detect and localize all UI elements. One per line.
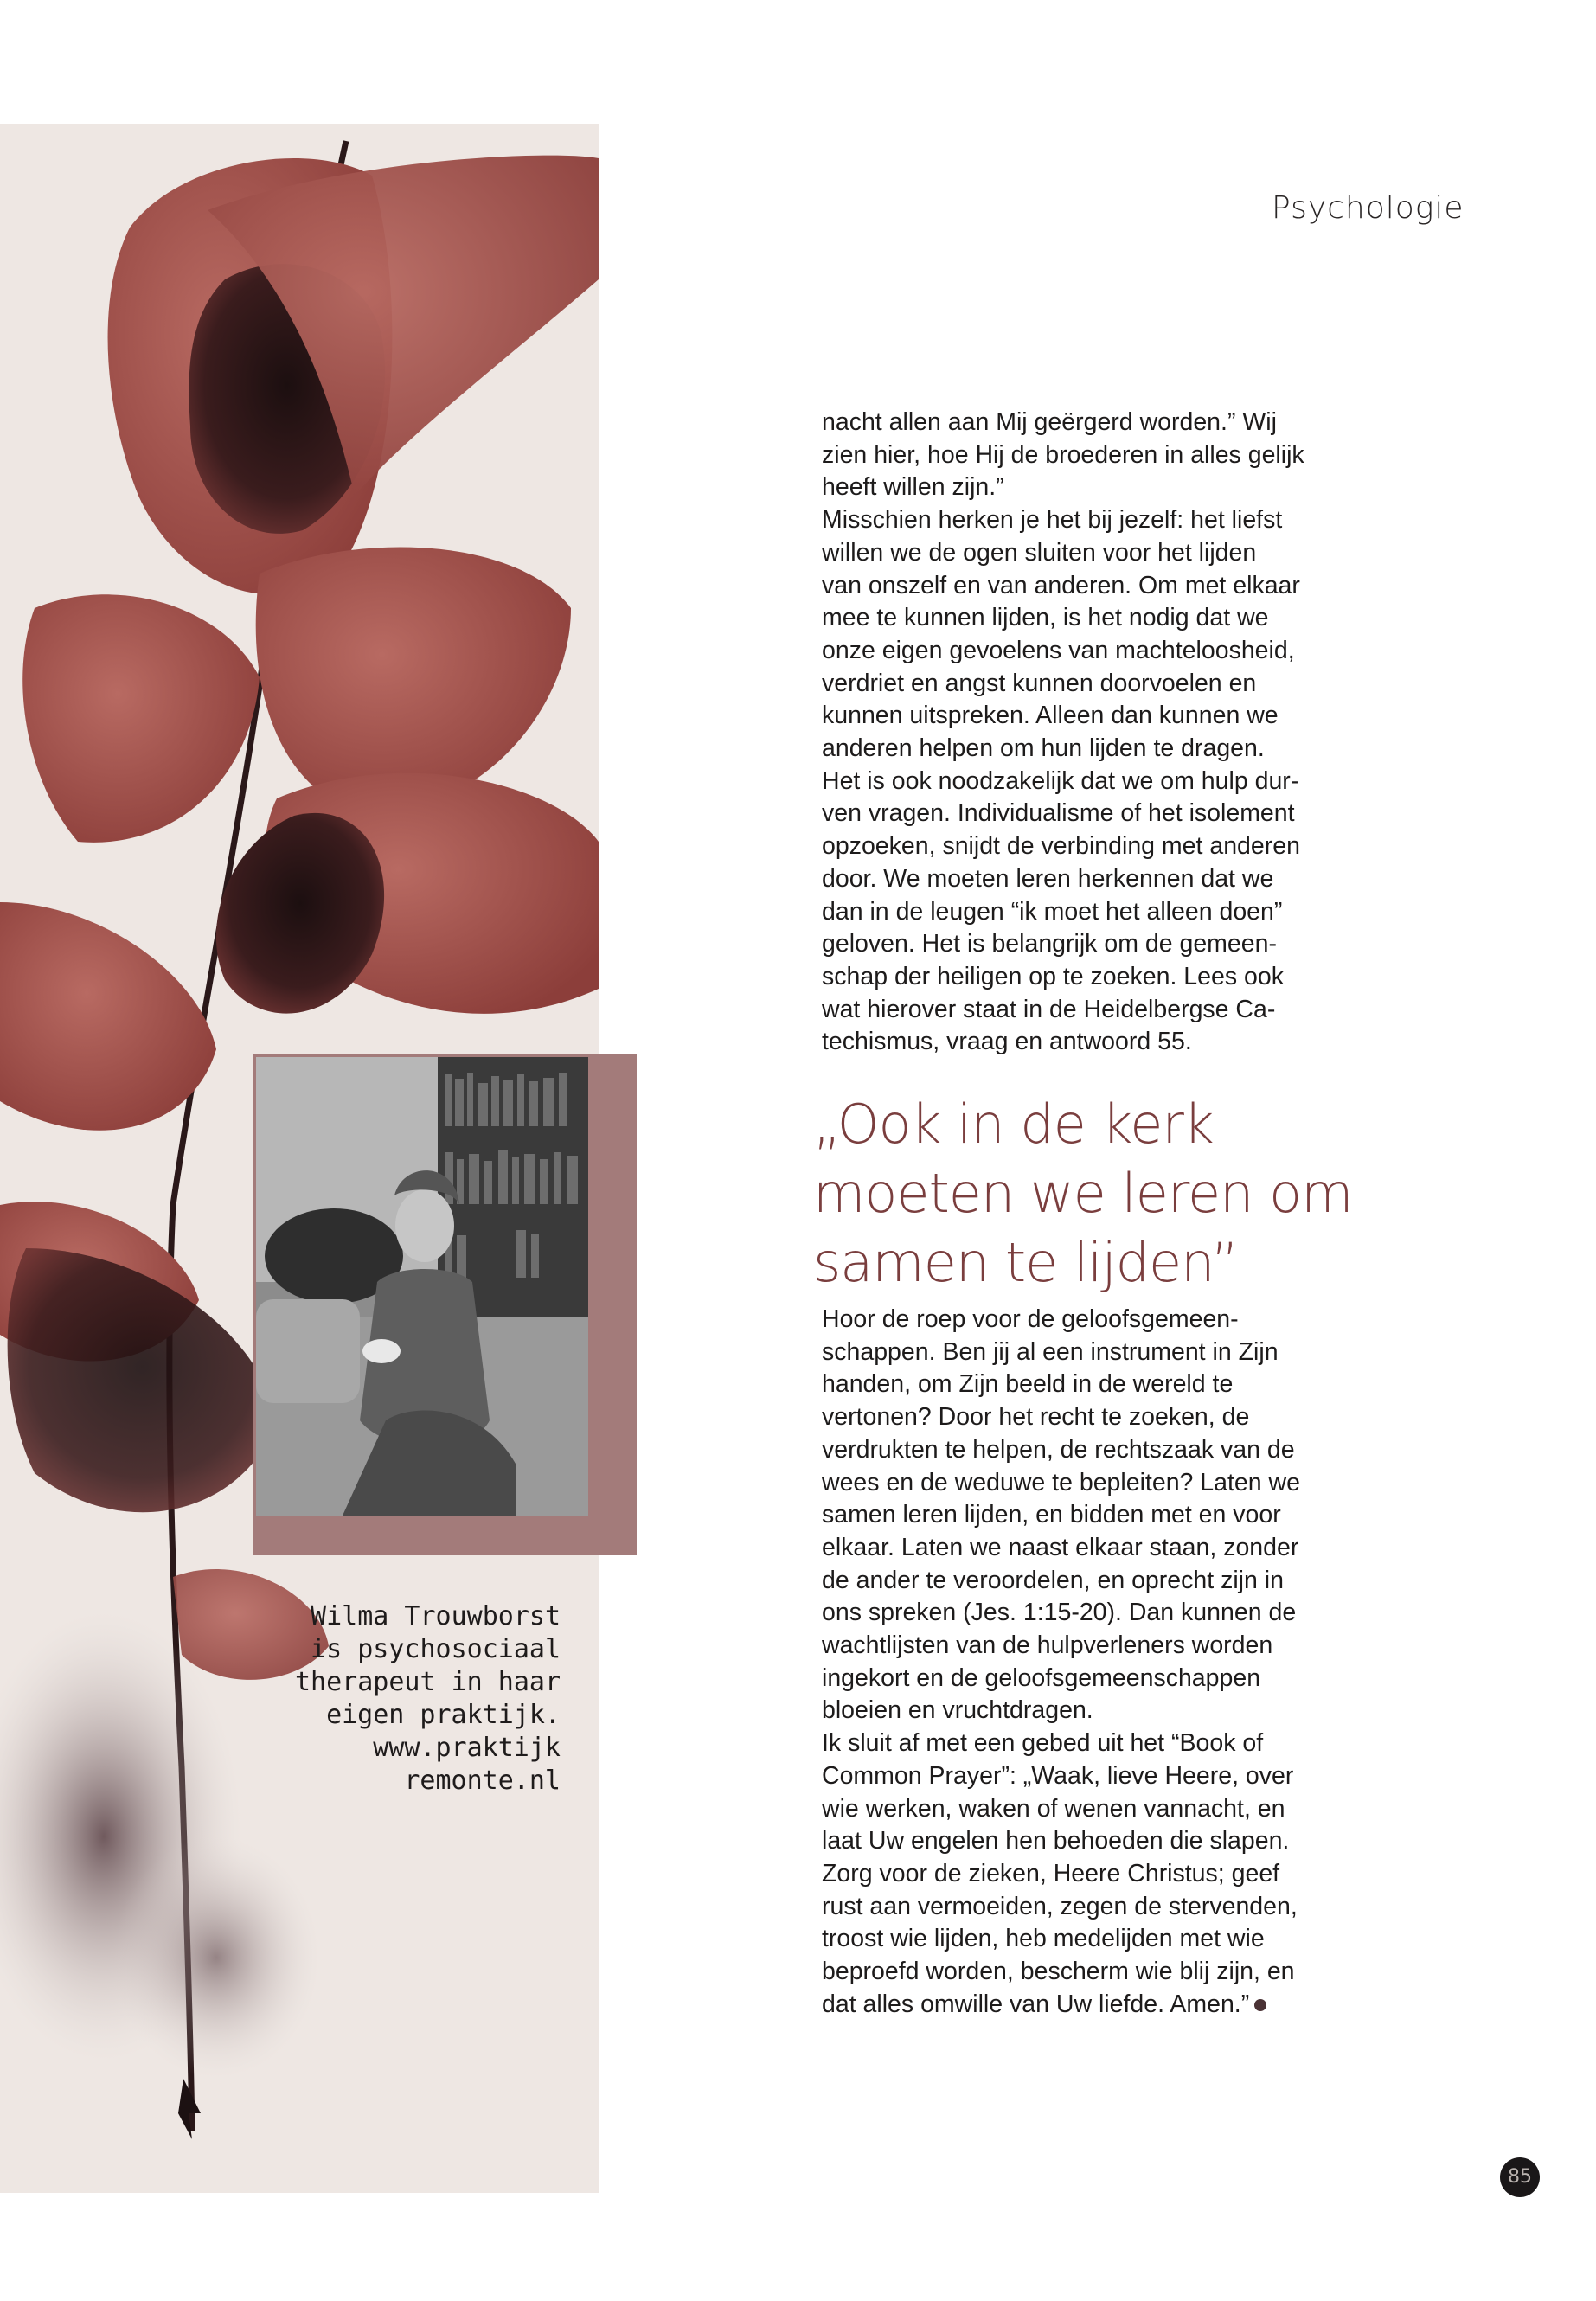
text-line: samen leren lijden, en bidden met en voor — [822, 1501, 1281, 1529]
text-line: nacht allen aan Mij geërgerd worden.” Wij — [822, 408, 1277, 436]
pullquote-line: moeten we leren om — [813, 1162, 1353, 1225]
text-line: ven vragen. Individualisme of het isolement — [822, 799, 1295, 828]
text-line-last — [822, 1989, 1358, 2022]
pullquote-line: „Ook in de kerk — [813, 1093, 1214, 1156]
text-line: willen we de ogen sluiten voor het lijden — [822, 538, 1257, 567]
author-photo — [256, 1057, 588, 1516]
end-mark-icon — [1254, 1999, 1266, 2011]
text-line: elkaar. Laten we naast elkaar staan, zonder — [822, 1533, 1299, 1561]
text-line: troost wie lijden, heb medelijden met wie — [822, 1925, 1265, 1953]
text-line: Het is ook noodzakelijk dat we om hulp dur- — [822, 766, 1299, 795]
text-line: onze eigen gevoelens van machteloosheid, — [822, 636, 1295, 664]
text-line: wees en de weduwe te bepleiten? Laten we — [822, 1468, 1300, 1497]
text-line: techismus, vraag en antwoord 55. — [822, 1028, 1192, 1056]
text-line: schap der heiligen op te zoeken. Lees ook — [822, 962, 1284, 990]
text-line: laat Uw engelen hen behoeden die slapen. — [822, 1827, 1290, 1856]
pullquote-line: samen te lijden” — [813, 1231, 1239, 1294]
text-line: verdrukten te helpen, de rechtszaak van de — [822, 1435, 1295, 1464]
caption-line: www.praktijk — [373, 1733, 561, 1763]
text-line: wie werken, waken of wenen vannacht, en — [822, 1794, 1285, 1823]
text-line: Ik sluit af met een gebed uit het “Book of — [822, 1729, 1264, 1758]
text-line: Misschien herken je het bij jezelf: het liefst — [822, 506, 1283, 535]
text-line: bloeien en vruchtdragen. — [822, 1696, 1093, 1725]
text-line: mee te kunnen lijden, is het nodig dat we — [822, 604, 1269, 632]
text-line: ons spreken (Jes. 1:15-20). Dan kunnen de — [822, 1599, 1297, 1627]
text-line: beproefd worden, bescherm wie blij zijn, en — [822, 1958, 1295, 1986]
text-line: opzoeken, snijdt de verbinding met anderen — [822, 832, 1300, 861]
text-line: heeft willen zijn.” — [822, 473, 1004, 502]
caption-line: therapeut in haar — [294, 1667, 561, 1697]
pullquote — [813, 1090, 1352, 1298]
text-line: Hoor de roep voor de geloofsgemeen- — [822, 1305, 1239, 1333]
text-line: van onszelf en van anderen. Om met elkaar — [822, 571, 1300, 599]
text-line: ingekort en de geloofsgemeenschappen — [822, 1663, 1261, 1692]
body-text-top — [822, 407, 1358, 1059]
text-line: de ander te veroordelen, en oprecht zijn in — [822, 1566, 1284, 1594]
text-line: verdriet en angst kunnen doorvoelen en — [822, 669, 1257, 697]
text-line: wachtlijsten van de hulpverleners worden — [822, 1631, 1273, 1660]
caption-line: Wilma Trouwborst — [311, 1601, 561, 1631]
section-label: Psychologie — [1272, 190, 1465, 226]
text-line: Common Prayer”: „Waak, lieve Heere, over — [822, 1761, 1294, 1790]
author-caption — [216, 1600, 561, 1798]
text-line: vertonen? Door het recht te zoeken, de — [822, 1403, 1250, 1432]
text-line: geloven. Het is belangrijk om de gemeen- — [822, 930, 1277, 958]
text-line: Zorg voor de zieken, Heere Christus; geef — [822, 1859, 1280, 1888]
text-line-last-text: dat alles omwille van Uw liefde. Amen.” — [822, 1990, 1250, 2018]
text-line: wat hierover staat in de Heidelbergse Ca- — [822, 995, 1276, 1023]
page-number: 85 — [1500, 2157, 1540, 2197]
caption-line: remonte.nl — [404, 1766, 561, 1796]
text-line: dan in de leugen “ik moet het alleen doen” — [822, 897, 1283, 926]
text-line: anderen helpen om hun lijden te dragen. — [822, 734, 1265, 763]
body-text-bottom — [822, 1304, 1358, 2021]
caption-line: is psychosociaal — [311, 1634, 561, 1664]
text-line: kunnen uitspreken. Alleen dan kunnen we — [822, 702, 1279, 730]
text-line: schappen. Ben jij al een instrument in Zijn — [822, 1337, 1279, 1366]
text-line: door. We moeten leren herkennen dat we — [822, 864, 1274, 893]
text-line: rust aan vermoeiden, zegen de stervenden, — [822, 1892, 1298, 1920]
caption-line: eigen praktijk. — [326, 1700, 561, 1730]
text-line: handen, om Zijn beeld in de wereld te — [822, 1370, 1234, 1399]
text-line: zien hier, hoe Hij de broederen in alles gelijk — [822, 440, 1304, 469]
